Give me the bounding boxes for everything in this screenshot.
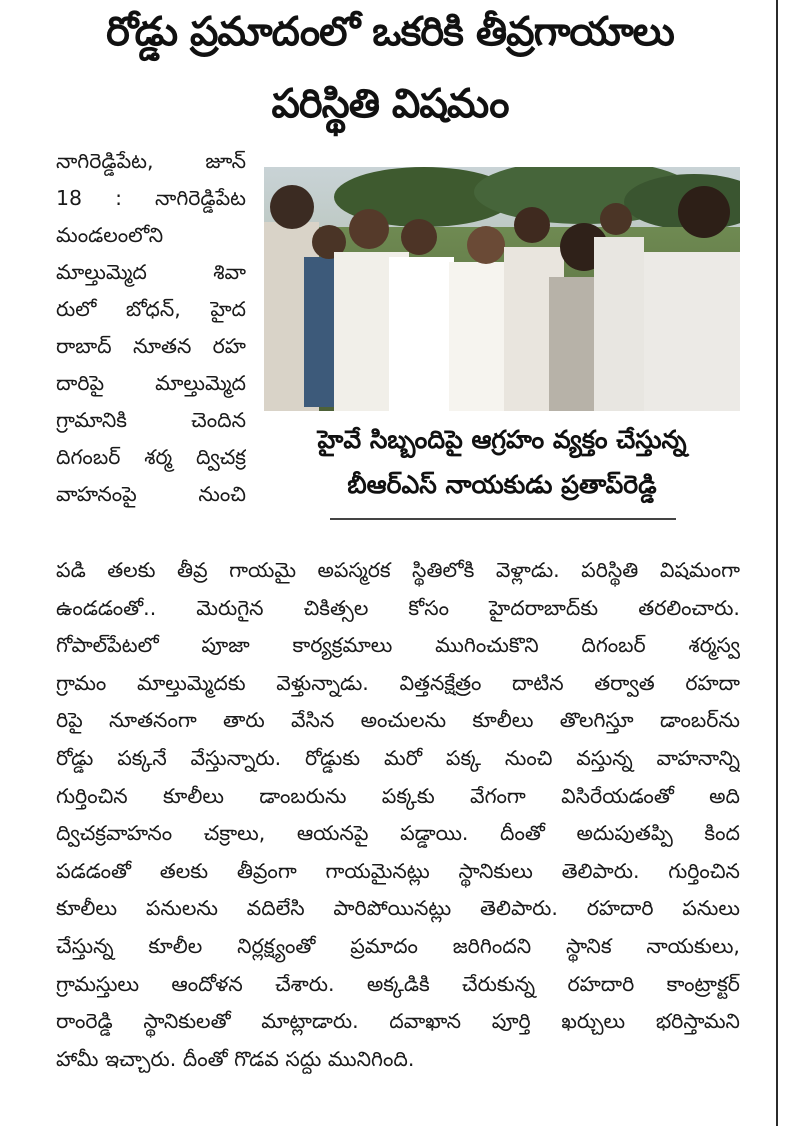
body-line: గ్రామం మాల్తుమ్మెదకు వెళ్తున్నాడు. విత్తనక్షేత్రం దాటిన తర్వాత రహదా	[56, 670, 740, 695]
body-line: దిగంబర్ శర్మ ద్విచక్ర	[56, 445, 246, 469]
body-line: రిపై నూతనంగా తారు వేసిన అంచులను కూలీలు తొలగిస్తూ డాంబర్‌ను	[56, 708, 740, 733]
body-line: పడి తలకు తీవ్ర గాయమై అపస్మరక స్థితిలోకి వెళ్లాడు. పరిస్థితి విషమంగా	[56, 558, 740, 582]
body-line: దారిపై మాల్తుమ్మెద	[56, 371, 246, 395]
photo-caption-line-2: బీఆర్ఎస్ నాయకుడు ప్రతాప్‌రెడ్డి	[347, 470, 657, 499]
body-line: గ్రామానికి చెందిన	[56, 408, 246, 432]
headline-line-2: పరిస్థితి విషమం	[271, 81, 509, 127]
body-line: రాబాద్ నూతన రహ	[56, 334, 246, 358]
photo-crowd-image	[264, 167, 740, 411]
body-line: పడడంతో తలకు తీవ్రంగా గాయమైనట్లు స్థానికులు తెలిపారు. గుర్తించిన	[56, 858, 740, 883]
body-line: వాహనంపై నుంచి	[56, 482, 246, 506]
body-line: చేస్తున్న కూలీల నిర్లక్ష్యంతో ప్రమాదం జరిగిందని స్థానిక నాయకులు,	[56, 933, 740, 958]
body-line: ద్విచక్రవాహనం చక్రాలు, ఆయనపై పడ్డాయి. దీంతో అదుపుతప్పి కింద	[56, 821, 740, 846]
body-line: ఉండడంతో.. మెరుగైన చికిత్సల కోసం హైదరాబాద్‌కు తరలించారు.	[56, 595, 740, 620]
body-line: రాంరెడ్డి స్థానికులతో మాట్లాడారు. దవాఖాన పూర్తి ఖర్చులు భరిస్తామని	[56, 1009, 740, 1034]
body-line: హామీ ఇచ్చారు. దీంతో గొడవ సద్దు మునిగింది.	[56, 1046, 415, 1071]
column-border	[776, 0, 778, 1126]
wide-column	[56, 552, 740, 1078]
body-line: గ్రామస్తులు ఆందోళన చేశారు. అక్కడికి చేరుకున్న రహదారి కాంట్రాక్టర్	[56, 971, 740, 996]
body-line: గుర్తించిన కూలీలు డాంబరును పక్కకు వేగంగా విసిరేయడంతో అది	[56, 783, 740, 808]
body-line: కూలీలు పనులను వదిలేసి పారిపోయినట్లు తెలిపారు. రహదారి పనులు	[56, 896, 740, 921]
body-line: 18 : నాగిరెడ్డిపేట	[56, 186, 246, 210]
photo-caption-line-1: హైవే సిబ్బందిపై ఆగ్రహం వ్యక్తం చేస్తున్న	[317, 425, 687, 454]
body-line: రులో బోధన్, హైద	[56, 297, 246, 321]
headline-line-1: రోడ్డు ప్రమాదంలో ఒకరికి తీవ్రగాయాలు	[106, 9, 674, 55]
body-line: మాల్తుమ్మెద శివా	[56, 260, 246, 284]
body-line: నాగిరెడ్డిపేట, జూన్	[56, 149, 246, 173]
body-line: రోడ్డు పక్కనే వేస్తున్నారు. రోడ్డుకు మరో పక్క నుంచి వస్తున్న వాహనాన్ని	[56, 745, 740, 770]
body-line: మండలంలోని	[56, 223, 164, 247]
news-photo	[264, 167, 740, 411]
body-line: గోపాల్‌పేటలో పూజా కార్యక్రమాలు ముగించుకొని దిగంబర్ శర్మస్వ	[56, 633, 740, 658]
narrow-column	[56, 143, 246, 513]
caption-rule	[330, 518, 676, 520]
